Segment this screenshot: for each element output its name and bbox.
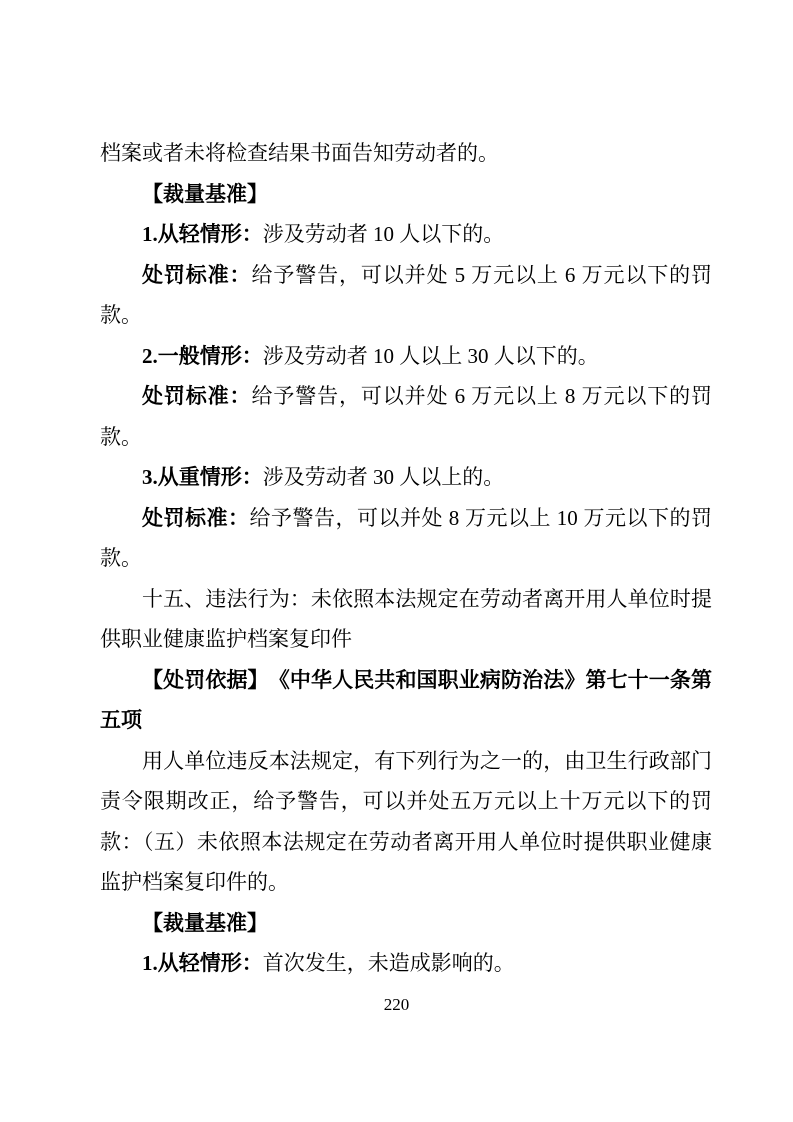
paragraph [100, 943, 712, 984]
paragraph [100, 741, 712, 903]
document-body [100, 133, 712, 984]
page-number: 220 [383, 995, 410, 1014]
paragraph [100, 903, 712, 944]
paragraph [100, 660, 712, 741]
text-run: 2.一般情形： [142, 343, 263, 368]
paragraph [100, 336, 712, 377]
text-run: 【裁量基准】 [142, 910, 268, 935]
text-run: 给予警告，可以并处 6 万元以上 8 万元以下的罚款。 [100, 384, 713, 449]
paragraph [100, 214, 712, 255]
paragraph [100, 579, 712, 660]
text-run: 3.从重情形： [142, 465, 263, 489]
paragraph [100, 133, 712, 174]
text-run: 用人单位违反本法规定，有下列行为之一的，由卫生行政部门责令限期改正，给予警告，可以并处五万元以上十万元以下的罚款：（五）未依照本法规定在劳动者离开用人单位时提供职业健康监护档案复印件的。 [100, 748, 712, 894]
text-run: 【裁量基准】 [142, 181, 268, 206]
text-run: 档案或者未将检查结果书面告知劳动者的。 [100, 141, 499, 165]
text-run: 处罚标准： [142, 262, 252, 287]
text-run: 涉及劳动者 30 人以上的。 [262, 465, 505, 489]
text-run: 1.从轻情形： [142, 222, 263, 246]
text-run: 处罚标准： [142, 505, 250, 530]
text-run: 1.从轻情形： [142, 951, 263, 975]
text-run: 首次发生，未造成影响的。 [262, 951, 515, 975]
text-run: 《中华人民共和国职业病防治法》第七十一条第五项 [100, 667, 713, 732]
text-run: 给予警告，可以并处 8 万元以上 10 万元以下的罚款。 [100, 505, 712, 570]
text-run: 给予警告，可以并处 5 万元以上 6 万元以下的罚款。 [100, 262, 713, 327]
paragraph [100, 498, 712, 579]
paragraph [100, 457, 712, 498]
paragraph [100, 255, 712, 336]
paragraph [100, 376, 712, 457]
text-run: 处罚标准： [142, 384, 252, 408]
text-run: 涉及劳动者 10 人以下的。 [262, 222, 505, 246]
text-run: 涉及劳动者 10 人以上 30 人以下的。 [262, 343, 599, 368]
text-run: 【处罚依据】 [142, 667, 259, 692]
text-run: 十五、违法行为：未依照本法规定在劳动者离开用人单位时提供职业健康监护档案复印件 [100, 586, 712, 651]
paragraph [100, 174, 712, 215]
